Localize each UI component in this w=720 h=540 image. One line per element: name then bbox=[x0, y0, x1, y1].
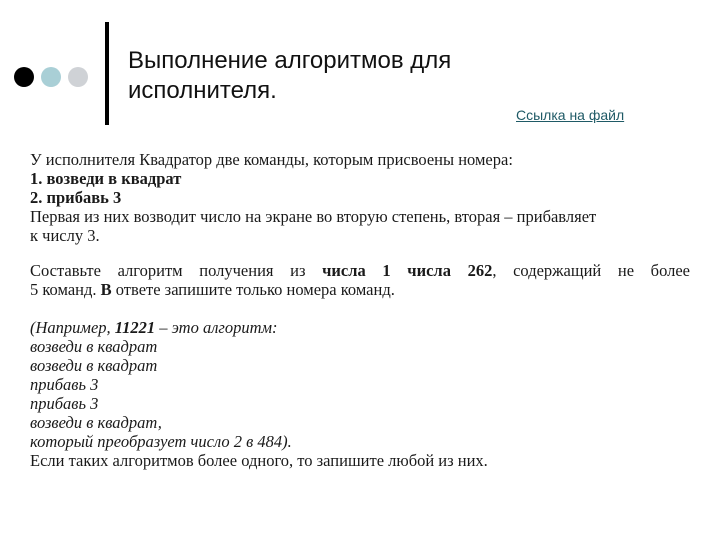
example-step-6: который преобразует число 2 в 484). bbox=[30, 432, 292, 451]
file-link[interactable]: Ссылка на файл bbox=[516, 107, 625, 123]
example-step-2: возведи в квадрат bbox=[30, 356, 158, 375]
task-numbers-bold: числа 1 числа 262 bbox=[322, 261, 493, 280]
task-text bbox=[30, 150, 690, 470]
command-2-text: 2. прибавь 3 bbox=[30, 188, 122, 207]
dot-icon-teal bbox=[41, 67, 61, 87]
description-line-2: к числу 3. bbox=[30, 226, 100, 245]
task-text-part-2: , содержащий не более bbox=[492, 261, 690, 280]
example-code-bold: 11221 bbox=[114, 318, 156, 337]
example-step-4: прибавь 3 bbox=[30, 394, 99, 413]
task-line-1 bbox=[30, 261, 690, 280]
task-line-2-part-1: 5 команд. bbox=[30, 280, 101, 299]
task-line-2 bbox=[30, 280, 690, 299]
task-line-2-part-2: ответе запишите только номера команд. bbox=[111, 280, 395, 299]
dot-icon-gray bbox=[68, 67, 88, 87]
example-step-1: возведи в квадрат bbox=[30, 337, 158, 356]
slide-title-line-2: исполнителя. bbox=[128, 77, 277, 104]
example-step-3: прибавь 3 bbox=[30, 375, 99, 394]
example-heading bbox=[30, 318, 690, 337]
intro-text: У исполнителя Квадратор две команды, которым присвоены номера: bbox=[30, 150, 513, 169]
title-accent-bar bbox=[105, 22, 109, 125]
task-line-2-bold: В bbox=[100, 280, 112, 299]
example-text-part-2: – это алгоритм: bbox=[155, 318, 278, 337]
example-step-5: возведи в квадрат, bbox=[30, 413, 162, 432]
example-text-part-1: (Например, bbox=[30, 318, 115, 337]
slide-title bbox=[128, 46, 528, 106]
slide-title-line-1: Выполнение алгоритмов для bbox=[128, 47, 452, 74]
closing-text: Если таких алгоритмов более одного, то запишите любой из них. bbox=[30, 451, 488, 470]
command-1-text: 1. возведи в квадрат bbox=[30, 169, 182, 188]
description-line-1: Первая из них возводит число на экране во вторую степень, вторая – прибавляет bbox=[30, 207, 597, 226]
task-text-part-1: Составьте алгоритм получения из bbox=[30, 261, 323, 280]
dot-icon-dark bbox=[14, 67, 34, 87]
bullet-dots-decoration bbox=[14, 67, 94, 87]
